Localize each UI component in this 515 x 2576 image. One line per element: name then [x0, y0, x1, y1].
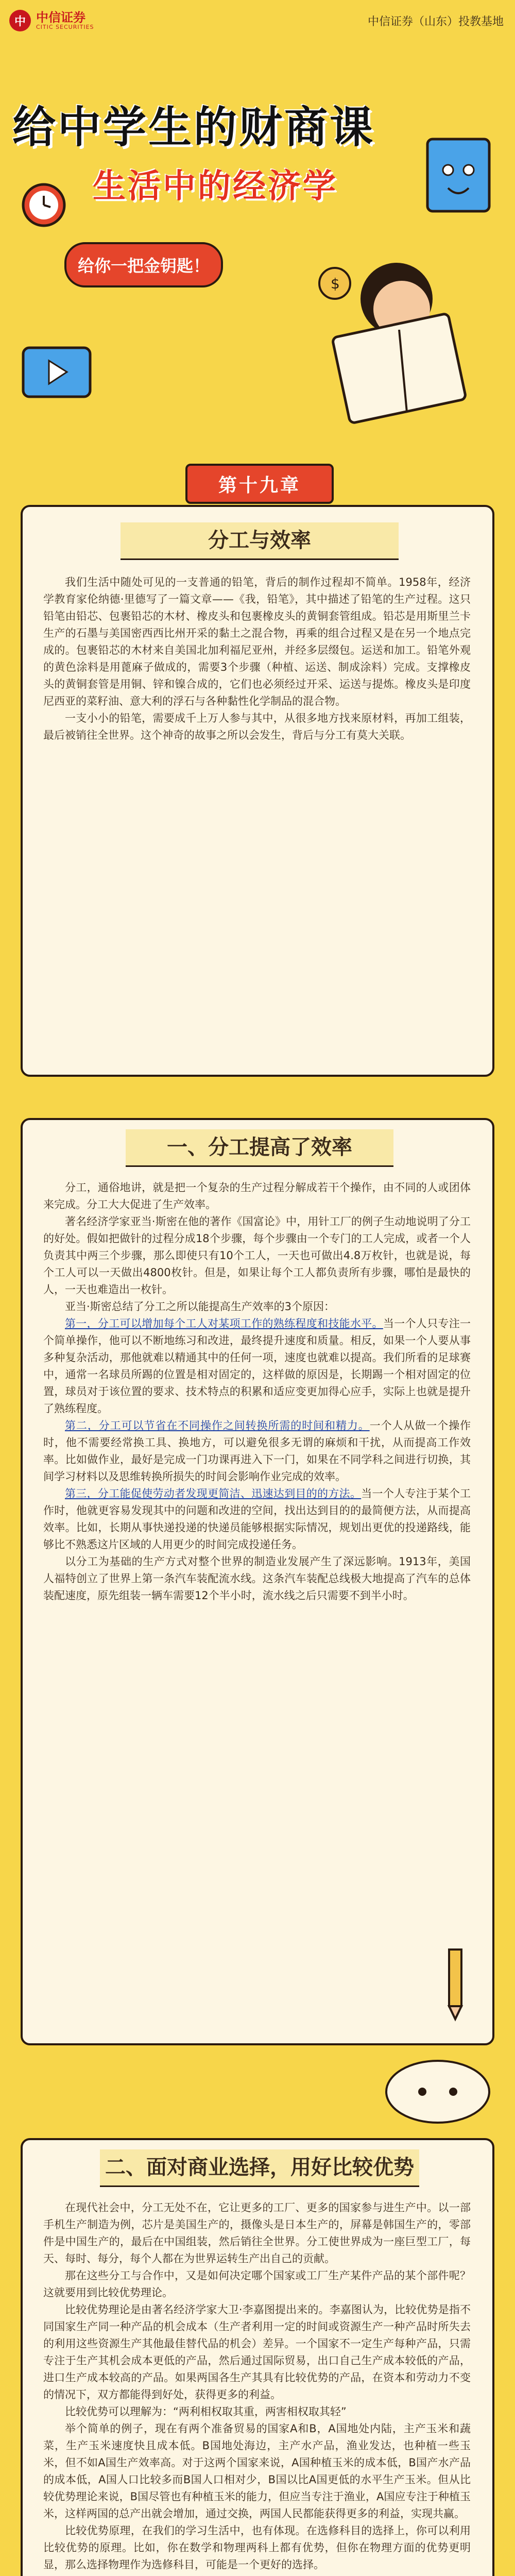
page-title: 给中学生的财商课 — [12, 102, 375, 152]
paragraph: 第三，分工能促使劳动者发现更简洁、迅速达到目的的方法。当一个人专注于某个工作时，他就更容易发现其中的问题和改进的空间，找出达到目的的最简便方法，从而提高效率。比如，长期从事快递投递的快递员能够根据实际情况，规划出更优的投递路线，能够比不熟悉这片区域的人用更少的时间完成投递任务。 — [43, 1487, 471, 1551]
section-body — [43, 2199, 471, 2576]
video-player-icon — [21, 345, 93, 402]
logo-chinese: 中信证券 — [36, 10, 85, 25]
section-body — [43, 574, 471, 744]
highlighted-text: 第三，分工能促使劳动者发现更简洁、迅速达到目的的方法。 — [65, 1487, 362, 1500]
paragraph: 比较优势理论是由著名经济学家大卫·李嘉图提出来的。李嘉图认为，比较优势是指不同国家生产同一种产品的机会成本（生产者利用一定的时间或资源生产一种产品时所失去的利用这些资源生产其他最佳替代品的机会）差异。一个国家不一定生产每种产品，只需专注于生产其机会成本更低的产品，然后通过国际贸易，出口自己生产成本较低的产品，进口生产成本较高的产品。如果两国各生产其具有比较优势的产品，在资本和劳动力不变的情况下，双方都能得到好处，获得更多的利益。 — [43, 2303, 471, 2401]
brand-logo — [9, 10, 94, 31]
section-heading: 分工与效率 — [121, 522, 399, 560]
section-heading: 二、面对商业选择，用好比较优势 — [100, 2149, 419, 2187]
hero-banner — [0, 41, 515, 453]
logo-mark: 中 — [9, 10, 31, 31]
logo-english: CITIC SECURITIES — [36, 24, 94, 31]
paragraph: 著名经济学家亚当·斯密在他的著作《国富论》中，用针工厂的例子生动地说明了分工的好处。假如把做针的过程分成18个步骤，每个步骤由一个专门的工人完成，或者一个人负责其中两三个步骤，那么即使只有10个工人，一天也可做出4.8万枚针，也就是说，每个工人可以一天做出4800枚针。但是，如果让每个工人都负责所有步骤，哪怕是最快的人，一天也难造出一枚针。 — [43, 1215, 471, 1296]
paragraph: 那在这些分工与合作中，又是如何决定哪个国家或工厂生产某件产品的某个部件呢？这就要用到比较优势理论。 — [43, 2269, 471, 2299]
organization-name: 中信证券（山东）投教基地 — [367, 15, 504, 28]
chapter-label: 第十九章 — [185, 464, 334, 504]
book-mascot-icon — [417, 129, 500, 222]
svg-text:$: $ — [331, 275, 340, 292]
paragraph: 以分工为基础的生产方式对整个世界的制造业发展产生了深远影响。1913年，美国人福特创立了世界上第一条汽车装配流水线。这条汽车装配总线极大地提高了汽车的总体装配速度，原先组装一辆车需要12个半小时，流水线之后只需要不到半小时。 — [43, 1555, 471, 1602]
speech-bubble: 给你一把金钥匙！ — [64, 242, 223, 287]
paragraph: 比较优势原理，在我们的学习生活中，也有体现。在选修科目的选择上，你可以利用比较优势的原理。比如，你在数学和物理两科上都有优势，但你在物理方面的优势更明显，那么选择物理作为选修科目，可能是一个更好的选择。 — [43, 2524, 471, 2571]
logo-text — [36, 11, 94, 30]
alarm-clock-icon — [15, 175, 72, 232]
highlighted-text: 第二，分工可以节省在不同操作之间转换所需的时间和精力。 — [65, 1419, 370, 1432]
top-header — [0, 0, 515, 41]
section-comparative-advantage — [21, 2138, 494, 2576]
section-heading: 一、分工提高了效率 — [126, 1129, 393, 1167]
paragraph: 分工，通俗地讲，就是把一个复杂的生产过程分解成若干个操作，由不同的人或团体来完成。分工大大促进了生产效率。 — [43, 1181, 471, 1211]
paragraph: 第一，分工可以增加每个工人对某项工作的熟练程度和技能水平。当一个人只专注一个简单操作，他可以不断地练习和改进，最终提升速度和质量。相反，如果一个人要从事多种复杂活动，那他就难以精通其中的任何一项，速度也就难以提高。我们所看的足球赛中，通常一名球员所踢的位置是相对固定的，这样做的原因是，长期踢一个相对固定的位置，球员对于该位置的要求、技术特点的积累和适应变更加得心应手，实际上也就是提升了熟练程度。 — [43, 1317, 471, 1415]
section-division-and-efficiency — [21, 505, 494, 1077]
decorative-speech-bubble — [381, 2056, 494, 2138]
page-subtitle: 生活中的经济学 — [93, 167, 338, 206]
highlighted-text: 第一，分工可以增加每个工人对某项工作的熟练程度和技能水平。 — [65, 1317, 383, 1330]
paragraph: 我们生活中随处可见的一支普通的铅笔，背后的制作过程却不简单。1958年，经济学教育家伦纳德·里德写了一篇文章——《我，铅笔》，其中描述了铅笔的生产过程。这只铅笔由铅芯、包裹铅芯的木材、橡皮头和包裹橡皮头的黄铜套管组成。铅芯是用斯里兰卡生产的石墨与美国密西西比州开采的黏土之混合物，再乘的组合过程又是在另一个地点完成的。包裹铅芯的木材来自美国北加利福尼亚州，并经多层缀包。运送和加工。铅笔外观的黄色涂料是用蓖麻子做成的，需要3个步骤（种植、运送、制成涂料）完成。支撑橡皮头的黄铜套管是用铜、锌和镍合成的，它们也必须经过开采、运送与提炼。橡皮头是印度尼西亚的菜籽油、意大利的浮石与各种黏性化学制品的混合物。 — [43, 576, 471, 707]
paragraph: 举个简单的例子，现在有两个准备贸易的国家A和B，A国地处内陆，主产玉米和蔬菜，生产玉米速度快且成本低。B国地处海边，主产水产品，渔业发达，也种植一些玉米，但不如A国生产效率高。对于这两个国家来说，A国种植玉米的成本低，B国产水产品的成本低，A国人口比较多而B国人口相对少，B国以比A国更低的水平生产玉米。但从比较优势理论来说，B国尽管也有种植玉米的能力，但应当专注于渔业，A国应专注于种植玉米，这样两国的总产出就会增加，通过交换，两国人民都能获得更多的利益，实现共赢。 — [43, 2422, 471, 2520]
paragraph: 一支小小的铅笔，需要成千上万人参与其中，从很多地方找来原材料，再加工组装，最后被销往全世界。这个神奇的故事之所以会发生，背后与分工有莫大关联。 — [43, 712, 471, 741]
student-reading-illustration — [278, 237, 494, 433]
section-division-improves-efficiency — [21, 1118, 494, 2045]
paragraph — [43, 2573, 471, 2576]
paragraph: 亚当·斯密总结了分工之所以能提高生产效率的3个原因： — [65, 1300, 335, 1313]
paragraph: 第二，分工可以节省在不同操作之间转换所需的时间和精力。一个人从做一个操作时，他不需要经常换工具、换地方，可以避免很多无谓的麻烦和干扰，从而提高工作效率。比如做作业，最好是完成一门功课再进入下一门，如果在不同学科之间进行切换，其间学习材料以及思维转换所损失的时间会影响作业完成的效率。 — [43, 1419, 471, 1483]
section-body — [43, 1179, 471, 1604]
paragraph: 比较优势可以理解为：“两利相权取其重，两害相权取其轻” — [65, 2405, 347, 2418]
pencil-icon — [430, 1944, 481, 2022]
paragraph: 在现代社会中，分工无处不在，它让更多的工厂、更多的国家参与进生产中。以一部手机生产制造为例，芯片是美国生产的，摄像头是日本生产的，屏幕是韩国生产的，零部件是中国生产的，最后在中国组装，然后销往全世界。分工使世界成为一座巨型工厂，每天、每时、每分，每个人都在为世界运转生产出自己的贡献。 — [43, 2201, 471, 2265]
